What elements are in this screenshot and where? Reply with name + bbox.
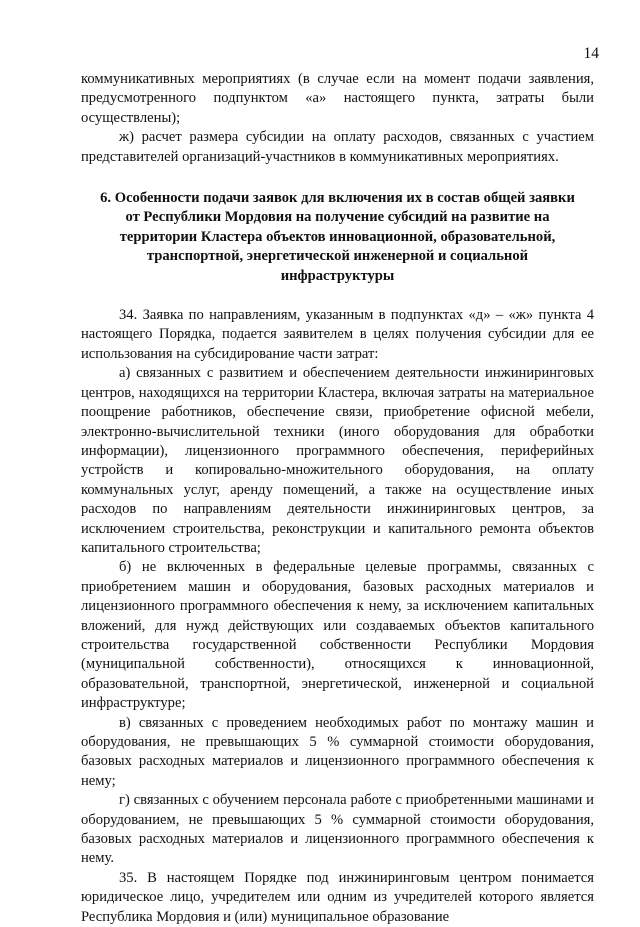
page-number: 14 [583, 45, 599, 62]
paragraph-35: 35. В настоящем Порядке под инжиниринговым центром понимается юридическое лицо, учредителем или одним из учредителей которого является Республика Мордовия и (или) муниципальное образование [81, 869, 594, 925]
section-heading-line: инфраструктуры [280, 267, 395, 284]
section-heading-line: 6. Особенности подачи заявок для включения их в состав общей заявки [100, 190, 575, 207]
paragraph-item-a: а) связанных с развитием и обеспечением деятельности инжиниринговых центров, находящихся на территории Кластера, включая затраты на материальное поощрение работников, обеспечение связи, приобретение офисной мебели, электронно-вычислительной техники (иного оборудования для обработки информации), лицензионного программного обеспечения, периферийных устройств и копировально-множительного оборудования, на оплату коммунальных услуг, аренду помещений, а также на осуществление иных расходов по направлениям деятельности инжиниринговых центров, за исключением строительства, реконструкции и капитального ремонта объектов капитального строительства; [81, 365, 594, 556]
paragraph-item-g: г) связанных с обучением персонала работе с приобретенными машинами и оборудованием, не превышающих 5 % суммарной стоимости оборудования, базовых расходных материалов и лицензионного программного обеспечения к нему. [81, 792, 594, 867]
section-heading [81, 189, 594, 286]
paragraph-continuation: коммуникативных мероприятиях (в случае если на момент подачи заявления, предусмотренного подпунктом «а» настоящего пункта, затраты были осуществлены); [81, 71, 594, 126]
paragraph-34: 34. Заявка по направлениям, указанным в подпунктах «д» – «ж» пункта 4 настоящего Порядка, подается заявителем в целях получения субсидии для ее использования на субсидирование части затрат: [81, 307, 594, 362]
section-heading-line: от Республики Мордовия на получение субсидий на развитие на [125, 209, 550, 226]
paragraph-item-b: б) не включенных в федеральные целевые программы, связанных с приобретением машин и оборудования, базовых расходных материалов и лицензионного программного обеспечения к нему, за исключением капитальных вложений, для нужд действующих или создаваемых объектов капитального строительства государственной собственности Республики Мордовия (муниципальной собственности), относящихся к инновационной, образовательной, транспортной, энергетической, инженерной и социальной инфраструктуре; [81, 559, 594, 712]
section-heading-line: транспортной, энергетической инженерной и социальной [146, 248, 529, 265]
paragraph-item-v: в) связанных с проведением необходимых работ по монтажу машин и оборудования, не превышающих 5 % суммарной стоимости оборудования, базовых расходных материалов и лицензионного программного обеспечения к нему; [81, 714, 594, 789]
section-heading-line: территории Кластера объектов инновационной, образовательной, [119, 228, 556, 245]
document-body [81, 70, 594, 927]
paragraph-item-zh: ж) расчет размера субсидии на оплату расходов, связанных с участием представителей организаций-участников в коммуникативных мероприятиях. [81, 129, 594, 165]
